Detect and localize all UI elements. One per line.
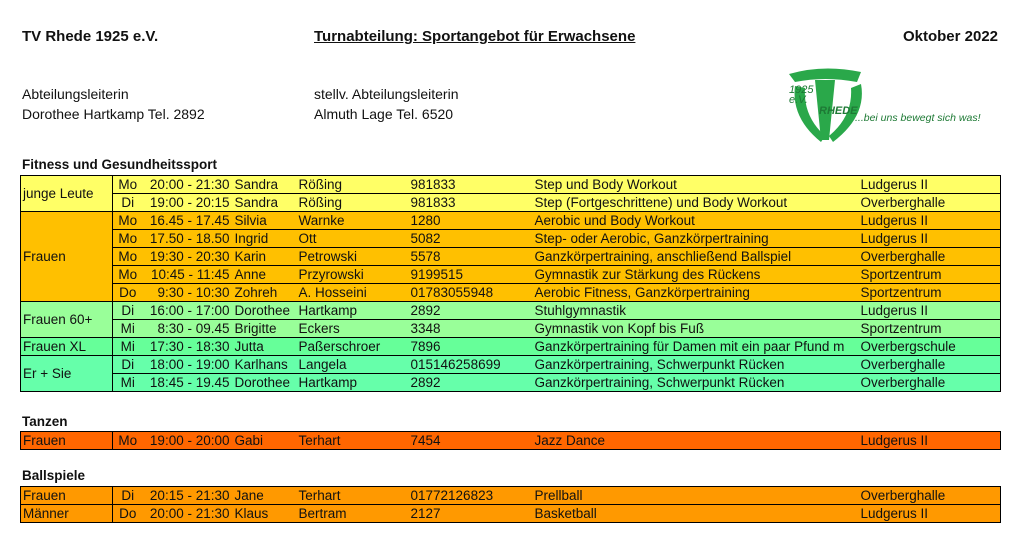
table-row xyxy=(21,356,1001,374)
cell-trainer-last: Rößing xyxy=(297,176,409,194)
cell-day: Di xyxy=(113,194,143,212)
leader-block xyxy=(22,84,205,124)
cell-trainer-last: Terhart xyxy=(297,487,409,505)
cell-day: Mo xyxy=(113,176,143,194)
cell-trainer-first: Karlhans xyxy=(233,356,297,374)
cell-day: Di xyxy=(113,487,143,505)
cell-course: Jazz Dance xyxy=(533,432,859,450)
cell-course: Prellball xyxy=(533,487,859,505)
cell-time: 17.50 - 18.50 xyxy=(143,230,233,248)
cell-trainer-last: Hartkamp xyxy=(297,374,409,392)
cell-time: 8:30 - 09.45 xyxy=(143,320,233,338)
table-row xyxy=(21,284,1001,302)
cell-time: 20:00 - 21:30 xyxy=(143,505,233,523)
logo-slogan: ...bei uns bewegt sich was! xyxy=(855,112,981,124)
logo-ev: e.V. xyxy=(789,94,808,106)
club-name: TV Rhede 1925 e.V. xyxy=(22,28,159,45)
cell-day: Mi xyxy=(113,320,143,338)
tanzen-table xyxy=(20,431,1001,450)
cell-phone: 2892 xyxy=(409,374,533,392)
club-logo xyxy=(785,66,990,146)
table-row xyxy=(21,230,1001,248)
section-title-fitness: Fitness und Gesundheitssport xyxy=(22,157,218,172)
cell-location: Overberghalle xyxy=(859,194,1001,212)
group-label: Frauen 60+ xyxy=(21,302,113,338)
cell-location: Ludgerus II xyxy=(859,176,1001,194)
cell-phone: 01772126823 xyxy=(409,487,533,505)
cell-time: 20:00 - 21:30 xyxy=(143,176,233,194)
deputy-contact: Almuth Lage Tel. 6520 xyxy=(314,106,454,122)
deputy-leader-block xyxy=(314,84,458,124)
table-row xyxy=(21,320,1001,338)
cell-trainer-last: Ott xyxy=(297,230,409,248)
cell-day: Di xyxy=(113,302,143,320)
cell-trainer-last: Bertram xyxy=(297,505,409,523)
table-row xyxy=(21,505,1001,523)
cell-trainer-last: A. Hosseini xyxy=(297,284,409,302)
cell-day: Mo xyxy=(113,212,143,230)
table-row xyxy=(21,212,1001,230)
fitness-table xyxy=(20,175,1001,392)
cell-phone: 2892 xyxy=(409,302,533,320)
cell-location: Ludgerus II xyxy=(859,302,1001,320)
section-title-ballspiele: Ballspiele xyxy=(22,468,86,483)
cell-trainer-last: Hartkamp xyxy=(297,302,409,320)
group-label: Frauen xyxy=(21,487,113,505)
cell-phone: 01783055948 xyxy=(409,284,533,302)
cell-phone: 2127 xyxy=(409,505,533,523)
cell-location: Overberghalle xyxy=(859,487,1001,505)
cell-trainer-first: Zohreh xyxy=(233,284,297,302)
schedule-date: Oktober 2022 xyxy=(902,28,998,45)
cell-trainer-last: Eckers xyxy=(297,320,409,338)
logo-name: RHEDE xyxy=(819,105,858,117)
cell-location: Overberghalle xyxy=(859,374,1001,392)
cell-day: Mi xyxy=(113,374,143,392)
logo-year: 1925 xyxy=(789,84,814,96)
cell-phone: 5082 xyxy=(409,230,533,248)
table-row xyxy=(21,194,1001,212)
cell-trainer-first: Dorothee xyxy=(233,302,297,320)
cell-day: Mo xyxy=(113,248,143,266)
cell-course: Ganzkörpertraining für Damen mit ein paar Pfund m xyxy=(533,338,859,356)
cell-trainer-first: Brigitte xyxy=(233,320,297,338)
page-title: Turnabteilung: Sportangebot für Erwachsene xyxy=(314,28,636,45)
cell-location: Sportzentrum xyxy=(859,266,1001,284)
leader-contact: Dorothee Hartkamp Tel. 2892 xyxy=(22,106,205,122)
cell-time: 20:15 - 21:30 xyxy=(143,487,233,505)
cell-course: Step (Fortgeschrittene) und Body Workout xyxy=(533,194,859,212)
cell-trainer-first: Sandra xyxy=(233,194,297,212)
cell-trainer-first: Gabi xyxy=(233,432,297,450)
cell-trainer-last: Rößing xyxy=(297,194,409,212)
deputy-role: stellv. Abteilungsleiterin xyxy=(314,86,459,102)
cell-location: Ludgerus II xyxy=(859,505,1001,523)
cell-course: Gymnastik zur Stärkung des Rückens xyxy=(533,266,859,284)
cell-day: Mo xyxy=(113,432,143,450)
cell-trainer-first: Karin xyxy=(233,248,297,266)
cell-trainer-first: Anne xyxy=(233,266,297,284)
cell-trainer-first: Jutta xyxy=(233,338,297,356)
cell-day: Do xyxy=(113,284,143,302)
cell-trainer-last: Petrowski xyxy=(297,248,409,266)
cell-time: 19:30 - 20:30 xyxy=(143,248,233,266)
cell-phone: 7896 xyxy=(409,338,533,356)
cell-location: Sportzentrum xyxy=(859,320,1001,338)
cell-time: 16.45 - 17.45 xyxy=(143,212,233,230)
cell-course: Stuhlgymnastik xyxy=(533,302,859,320)
cell-trainer-first: Klaus xyxy=(233,505,297,523)
table-row xyxy=(21,432,1001,450)
group-label: Er + Sie xyxy=(21,356,113,392)
cell-day: Di xyxy=(113,356,143,374)
ballspiele-table xyxy=(20,486,1001,523)
leader-role: Abteilungsleiterin xyxy=(22,86,129,102)
cell-location: Overberghalle xyxy=(859,356,1001,374)
table-row xyxy=(21,248,1001,266)
cell-trainer-first: Dorothee xyxy=(233,374,297,392)
cell-trainer-last: Przyrowski xyxy=(297,266,409,284)
cell-day: Mi xyxy=(113,338,143,356)
cell-time: 10:45 - 11:45 xyxy=(143,266,233,284)
cell-phone: 3348 xyxy=(409,320,533,338)
cell-phone: 7454 xyxy=(409,432,533,450)
cell-trainer-first: Silvia xyxy=(233,212,297,230)
cell-phone: 1280 xyxy=(409,212,533,230)
group-label: Männer xyxy=(21,505,113,523)
cell-trainer-last: Terhart xyxy=(297,432,409,450)
cell-time: 16:00 - 17:00 xyxy=(143,302,233,320)
section-title-tanzen: Tanzen xyxy=(22,414,68,429)
cell-location: Ludgerus II xyxy=(859,212,1001,230)
cell-location: Sportzentrum xyxy=(859,284,1001,302)
cell-phone: 981833 xyxy=(409,176,533,194)
table-row xyxy=(21,266,1001,284)
cell-trainer-last: Langela xyxy=(297,356,409,374)
cell-phone: 015146258699 xyxy=(409,356,533,374)
cell-day: Mo xyxy=(113,266,143,284)
cell-location: Ludgerus II xyxy=(859,230,1001,248)
table-row xyxy=(21,338,1001,356)
cell-course: Gymnastik von Kopf bis Fuß xyxy=(533,320,859,338)
cell-trainer-last: Paßerschroer xyxy=(297,338,409,356)
group-label: Frauen xyxy=(21,212,113,302)
group-label: junge Leute xyxy=(21,176,113,212)
cell-course: Aerobic Fitness, Ganzkörpertraining xyxy=(533,284,859,302)
cell-course: Ganzkörpertraining, Schwerpunkt Rücken xyxy=(533,356,859,374)
table-row xyxy=(21,302,1001,320)
cell-time: 9:30 - 10:30 xyxy=(143,284,233,302)
cell-course: Basketball xyxy=(533,505,859,523)
cell-phone: 9199515 xyxy=(409,266,533,284)
cell-course: Ganzkörpertraining, anschließend Ballspiel xyxy=(533,248,859,266)
table-row xyxy=(21,176,1001,194)
cell-trainer-first: Jane xyxy=(233,487,297,505)
cell-time: 17:30 - 18:30 xyxy=(143,338,233,356)
cell-course: Aerobic und Body Workout xyxy=(533,212,859,230)
group-label: Frauen XL xyxy=(21,338,113,356)
cell-course: Ganzkörpertraining, Schwerpunkt Rücken xyxy=(533,374,859,392)
cell-trainer-first: Ingrid xyxy=(233,230,297,248)
cell-time: 19:00 - 20:00 xyxy=(143,432,233,450)
cell-course: Step und Body Workout xyxy=(533,176,859,194)
cell-phone: 5578 xyxy=(409,248,533,266)
cell-location: Ludgerus II xyxy=(859,432,1001,450)
cell-location: Overberghalle xyxy=(859,248,1001,266)
cell-course: Step- oder Aerobic, Ganzkörpertraining xyxy=(533,230,859,248)
cell-time: 18:00 - 19:00 xyxy=(143,356,233,374)
cell-location: Overbergschule xyxy=(859,338,1001,356)
cell-day: Do xyxy=(113,505,143,523)
cell-trainer-last: Warnke xyxy=(297,212,409,230)
cell-time: 18:45 - 19.45 xyxy=(143,374,233,392)
cell-time: 19:00 - 20:15 xyxy=(143,194,233,212)
group-label: Frauen xyxy=(21,432,113,450)
cell-day: Mo xyxy=(113,230,143,248)
table-row xyxy=(21,487,1001,505)
table-row xyxy=(21,374,1001,392)
cell-phone: 981833 xyxy=(409,194,533,212)
cell-trainer-first: Sandra xyxy=(233,176,297,194)
